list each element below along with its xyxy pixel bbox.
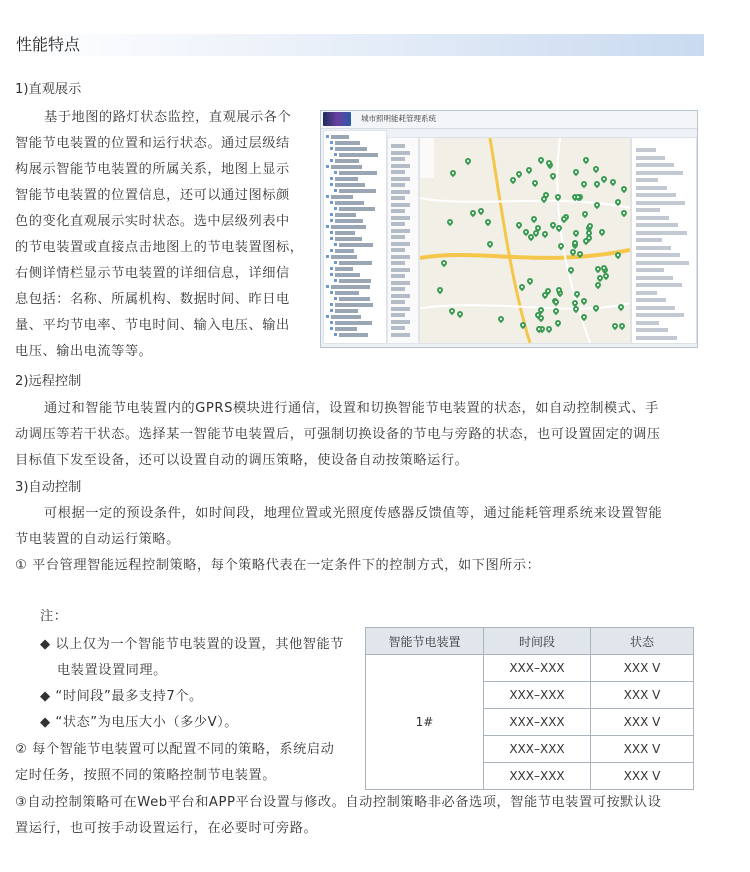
tree-node-icon xyxy=(330,267,333,270)
note-item: ◆ “状态”为电压大小（多少V）。 xyxy=(40,715,239,730)
text-line: 构展示智能节电装置的所属关系，地图上显示 xyxy=(15,162,290,177)
section2-para-cont xyxy=(15,422,661,474)
tree-node-label xyxy=(335,219,363,223)
tree-node-icon xyxy=(330,141,333,144)
text-line: 右侧详情栏显示节电装置的详细信息，详细信 xyxy=(15,266,290,281)
page-title: 性能特点 xyxy=(16,35,81,54)
detail-row xyxy=(636,171,683,175)
tree-node-label xyxy=(339,279,371,283)
tree-node-icon xyxy=(330,231,333,234)
tree-node-icon xyxy=(330,273,333,276)
list-row xyxy=(391,274,405,278)
system-screenshot xyxy=(320,110,698,348)
tree-node-icon xyxy=(326,285,329,288)
tree-node-label xyxy=(339,171,377,175)
detail-row xyxy=(636,268,664,272)
state-cell: XXX V xyxy=(591,736,694,763)
strategy-table xyxy=(365,627,694,790)
list-row xyxy=(391,294,410,298)
tree-node-label xyxy=(335,183,365,187)
tree-node-label xyxy=(339,297,370,301)
tree-node-label xyxy=(339,207,375,211)
text-line: 目标值下发至设备，还可以设置自动的调压策略，使设备自动按策略运行。 xyxy=(15,453,469,468)
device-cell: 1# xyxy=(366,655,484,790)
tree-node-icon xyxy=(330,201,333,204)
note-item: ◆ 以上仅为一个智能节电装置的设置，其他智能节 xyxy=(40,637,344,652)
tree-node-label xyxy=(335,177,358,181)
section-header-bar xyxy=(12,34,704,56)
notes-label: 注： xyxy=(40,609,68,624)
tree-node-icon xyxy=(330,327,333,330)
table-header-row xyxy=(366,628,694,655)
detail-row xyxy=(636,246,671,250)
tree-node-icon xyxy=(330,177,333,180)
table-row xyxy=(366,655,694,682)
section2-para xyxy=(44,396,659,422)
tree-node-icon xyxy=(326,135,329,138)
text-line: ③自动控制策略可在Web平台和APP平台设置与修改。自动控制策略非必备选项，智能节电装置可按默认设 xyxy=(15,795,662,810)
detail-row xyxy=(636,201,685,205)
list-row xyxy=(391,222,405,226)
detail-row xyxy=(636,328,668,332)
tree-node-label xyxy=(335,231,355,235)
tree-node-icon xyxy=(334,153,337,156)
table-header-device: 智能节电装置 xyxy=(366,628,484,655)
list-row xyxy=(391,235,405,239)
detail-row xyxy=(636,148,656,152)
detail-row xyxy=(636,208,660,212)
text-line: 智能节电装置的位置信息，还可以通过图标颜 xyxy=(15,188,290,203)
tree-node-label xyxy=(331,225,366,229)
tree-node-label xyxy=(339,189,376,193)
point-3 xyxy=(15,790,661,842)
note-item: ◆ “时间段”最多支持7个。 xyxy=(40,689,203,704)
tree-node-icon xyxy=(334,333,337,336)
list-row xyxy=(391,313,405,317)
list-row xyxy=(391,255,410,259)
tree-node-icon xyxy=(334,207,337,210)
screenshot-detail-panel xyxy=(631,137,697,344)
section3-para-cont xyxy=(15,527,540,579)
text-line: 置运行，也可按手动设置运行，在必要时可旁路。 xyxy=(15,821,318,836)
section1-heading: 1)直观展示 xyxy=(15,82,82,97)
period-cell: XXX–XXX xyxy=(484,763,591,790)
section2-heading: 2)远程控制 xyxy=(15,374,82,389)
tree-node-icon xyxy=(326,195,329,198)
screenshot-map xyxy=(419,137,631,344)
period-cell: XXX–XXX xyxy=(484,736,591,763)
tree-node-label xyxy=(335,327,357,331)
detail-row xyxy=(636,231,687,235)
tree-node-label xyxy=(331,285,370,289)
tree-node-label xyxy=(335,309,358,313)
list-row xyxy=(391,196,405,200)
tree-node-label xyxy=(335,303,373,307)
tree-node-icon xyxy=(330,237,333,240)
list-row xyxy=(391,287,405,291)
tree-node-label xyxy=(335,273,360,277)
list-row xyxy=(391,144,405,148)
list-row xyxy=(391,300,405,304)
tree-node-label xyxy=(335,291,359,295)
tree-node-icon xyxy=(330,303,333,306)
tree-node-label xyxy=(335,201,364,205)
detail-row xyxy=(636,321,659,325)
list-row xyxy=(391,216,410,220)
list-row xyxy=(391,157,405,161)
period-cell: XXX–XXX xyxy=(484,682,591,709)
state-cell: XXX V xyxy=(591,709,694,736)
tree-node-icon xyxy=(334,243,337,246)
tree-node-label xyxy=(335,213,356,217)
tree-node-icon xyxy=(330,159,333,162)
tree-node-icon xyxy=(334,297,337,300)
list-row xyxy=(391,190,410,194)
list-row xyxy=(391,177,410,181)
tree-node-icon xyxy=(334,171,337,174)
section3-para xyxy=(44,501,662,527)
screenshot-tree-sidebar xyxy=(323,130,387,344)
detail-row xyxy=(636,178,658,182)
tree-node-icon xyxy=(330,249,333,252)
list-row xyxy=(391,326,405,330)
tree-node-icon xyxy=(334,279,337,282)
text-line: ② 每个智能节电装置可以配置不同的策略，系统启动 xyxy=(15,742,335,757)
tree-node-icon xyxy=(330,213,333,216)
logo-icon xyxy=(323,112,351,126)
tree-node-label xyxy=(335,147,367,151)
detail-row xyxy=(636,156,665,160)
text-line: 通过和智能节电装置内的GPRS模块进行通信，设置和切换智能节电装置的状态，如自动控制模式、手 xyxy=(44,401,659,416)
tree-node-icon xyxy=(330,147,333,150)
text-line: 色的变化直观展示实时状态。选中层级列表中 xyxy=(15,214,290,229)
text-line: 量、平均节电率、节电时间、输入电压、输出 xyxy=(15,318,290,333)
tree-node-label xyxy=(335,249,354,253)
detail-row xyxy=(636,291,657,295)
tree-node-icon xyxy=(330,291,333,294)
tree-node-label xyxy=(339,153,378,157)
list-row xyxy=(391,268,410,272)
tree-node-label xyxy=(335,321,372,325)
text-line: 的节电装置或直接点击地图上的节电装置图标， xyxy=(15,240,304,255)
text-line: 动调压等若干状态。选择某一智能节电装置后，可强制切换设备的节电与旁路的状态，也可设置固定的调压 xyxy=(15,427,661,442)
point-2 xyxy=(15,737,334,789)
section1-para-cont xyxy=(15,131,304,365)
list-row xyxy=(391,203,410,207)
tree-node-icon xyxy=(334,189,337,192)
text-line: 节电装置的自动运行策略。 xyxy=(15,532,180,547)
screenshot-device-list xyxy=(387,137,419,344)
detail-row xyxy=(636,163,674,167)
tree-node-icon xyxy=(334,261,337,264)
tree-node-label xyxy=(335,141,360,145)
tree-node-label xyxy=(335,237,362,241)
period-cell: XXX–XXX xyxy=(484,655,591,682)
list-row xyxy=(391,229,410,233)
screenshot-topbar xyxy=(321,111,697,129)
text-line: 基于地图的路灯状态监控，直观展示各个 xyxy=(44,110,292,125)
tree-node-icon xyxy=(330,183,333,186)
section3-heading: 3)自动控制 xyxy=(15,480,82,495)
detail-row xyxy=(636,261,689,265)
detail-row xyxy=(636,306,675,310)
list-row xyxy=(391,164,410,168)
list-row xyxy=(391,209,405,213)
tree-node-label xyxy=(339,261,372,265)
tree-node-label xyxy=(331,135,349,139)
section1-para xyxy=(44,105,291,131)
detail-row xyxy=(636,223,678,227)
text-line: 定时任务，按照不同的策略控制节电装置。 xyxy=(15,768,277,783)
tree-node-icon xyxy=(330,219,333,222)
tree-node-icon xyxy=(326,165,329,168)
text-line: 电压、输出电流等等。 xyxy=(15,344,153,359)
detail-row xyxy=(636,253,680,257)
detail-row xyxy=(636,298,666,302)
list-row xyxy=(391,281,410,285)
list-row xyxy=(391,170,405,174)
tree-node-label xyxy=(331,165,362,169)
table-header-period: 时间段 xyxy=(484,628,591,655)
text-line: 可根据一定的预设条件，如时间段，地理位置或光照度传感器反馈值等，通过能耗管理系统来设置智能 xyxy=(44,506,663,521)
detail-row xyxy=(636,276,673,280)
state-cell: XXX V xyxy=(591,763,694,790)
tree-node-label xyxy=(335,267,353,271)
table-header-state: 状态 xyxy=(591,628,694,655)
list-row xyxy=(391,307,410,311)
detail-row xyxy=(636,216,669,220)
detail-row xyxy=(636,313,684,317)
point-1: ① 平台管理智能远程控制策略，每个策略代表在一定条件下的控制方式，如下图所示： xyxy=(15,558,541,573)
state-cell: XXX V xyxy=(591,682,694,709)
list-row xyxy=(391,242,410,246)
detail-row xyxy=(636,238,662,242)
screenshot-title: 城市照明能耗管理系统 xyxy=(361,114,436,123)
tree-node-icon xyxy=(326,315,329,318)
list-row xyxy=(391,320,410,324)
detail-row xyxy=(636,193,676,197)
tree-node-label xyxy=(335,159,359,163)
tree-node-icon xyxy=(330,321,333,324)
list-row xyxy=(391,151,410,155)
tree-node-label xyxy=(331,315,361,319)
note-item: 电装置设置同理。 xyxy=(57,663,167,678)
period-cell: XXX–XXX xyxy=(484,709,591,736)
tree-node-label xyxy=(331,195,353,199)
text-line: 息包括：名称、所属机构、数据时间、昨日电 xyxy=(15,292,290,307)
detail-row xyxy=(636,283,682,287)
detail-row xyxy=(636,186,667,190)
tree-node-label xyxy=(339,243,373,247)
tree-node-label xyxy=(331,255,357,259)
tree-node-icon xyxy=(330,309,333,312)
list-row xyxy=(391,248,405,252)
list-row xyxy=(391,333,410,337)
list-row xyxy=(391,183,405,187)
state-cell: XXX V xyxy=(591,655,694,682)
tree-node-icon xyxy=(326,255,329,258)
tree-node-label xyxy=(339,333,368,337)
text-line: 智能节电装置的位置和运行状态。通过层级结 xyxy=(15,136,290,151)
tree-node-icon xyxy=(326,225,329,228)
list-row xyxy=(391,261,405,265)
detail-row xyxy=(636,336,677,340)
